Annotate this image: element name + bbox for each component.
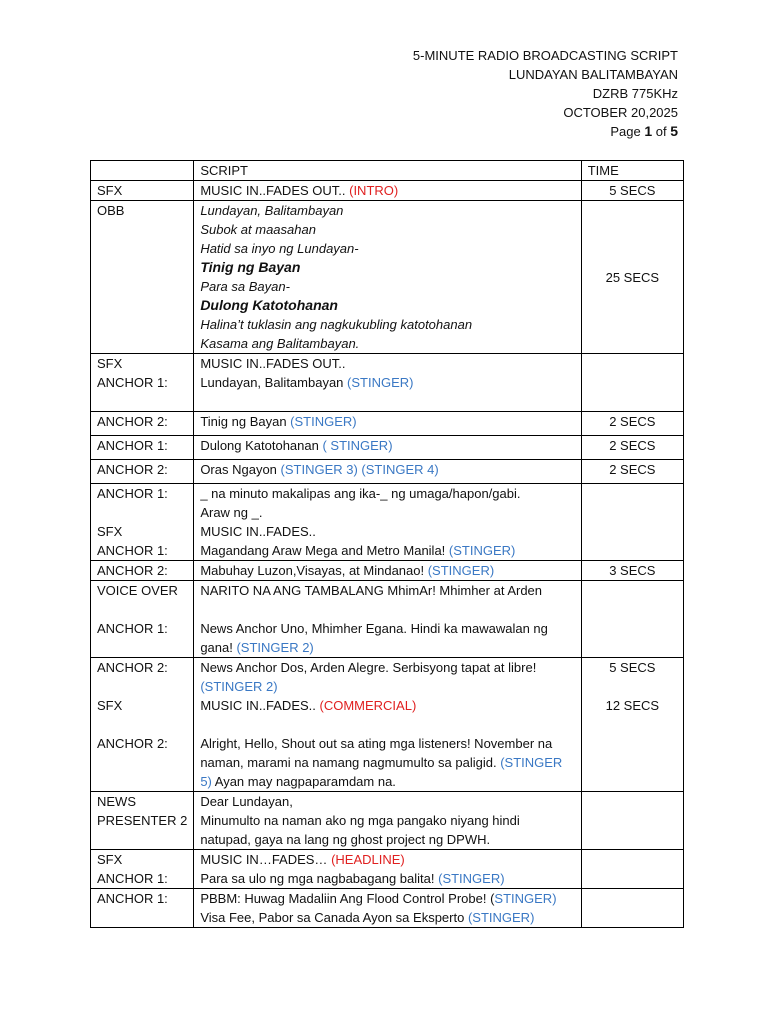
page-number: 1 — [644, 123, 653, 139]
script-line: Visa Fee, Pabor sa Canada Ayon sa Eksperto (STINGER) — [200, 910, 535, 925]
script-line: Araw ng _. — [200, 505, 263, 520]
script-line: Halina’t tuklasin ang nagkukubling katotohanan — [200, 317, 473, 332]
script-cell — [194, 658, 581, 792]
role-label: ANCHOR 1: — [97, 891, 168, 906]
role-label: ANCHOR 1: — [97, 375, 168, 390]
script-line: Para sa Bayan- — [200, 279, 290, 294]
script-cell — [194, 181, 581, 201]
script-line: Minumulto na naman ako ng mga pangako niyang hindi — [200, 813, 520, 828]
page-label: Page — [610, 124, 641, 139]
header-cell-time: TIME — [581, 161, 683, 181]
script-line: Magandang Araw Mega and Metro Manila! (STINGER) — [200, 543, 516, 558]
role-cell — [91, 460, 194, 484]
script-line: Hatid sa inyo ng Lundayan- — [200, 241, 359, 256]
time-cell — [581, 354, 683, 412]
time-cell — [581, 412, 683, 436]
table-row — [91, 181, 684, 201]
time-value: 12 SECS — [605, 698, 660, 713]
script-cell — [194, 460, 581, 484]
script-cell — [194, 412, 581, 436]
table-row — [91, 412, 684, 436]
script-line: NARITO NA ANG TAMBALANG MhimAr! Mhimher at Arden — [200, 583, 543, 598]
script-line: 5) Ayan may nagpaparamdam na. — [200, 774, 396, 789]
script-line — [200, 753, 574, 772]
time-value: 2 SECS — [609, 462, 656, 477]
role-cell — [91, 581, 194, 658]
role-cell — [91, 561, 194, 581]
stinger-tag: ( STINGER) — [322, 438, 393, 453]
time-cell — [581, 581, 683, 658]
stinger-tag: (STINGER) — [448, 543, 516, 558]
script-line: Para sa ulo ng mga nagbabagang balita! (STINGER) — [200, 871, 505, 886]
script-line: Lundayan, Balitambayan — [200, 203, 344, 218]
table-header-row — [91, 161, 684, 181]
script-cell — [194, 889, 581, 928]
time-cell — [581, 436, 683, 460]
script-cell — [194, 561, 581, 581]
stinger-tag: (STINGER 2) — [236, 640, 314, 655]
time-cell — [581, 201, 683, 354]
stinger-tag: (STINGER 3) (STINGER 4) — [280, 462, 439, 477]
script-line: Mabuhay Luzon,Visayas, at Mindanao! (STINGER) — [200, 563, 495, 578]
role-cell — [91, 436, 194, 460]
script-line: Tinig ng Bayan — [200, 259, 301, 275]
role-label: ANCHOR 1: — [97, 621, 168, 636]
station-frequency: DZRB 775KHz — [592, 86, 678, 101]
role-cell — [91, 201, 194, 354]
script-cell — [194, 201, 581, 354]
script-cell — [194, 850, 581, 889]
script-line: Lundayan, Balitambayan (STINGER) — [200, 375, 414, 390]
script-line: MUSIC IN…FADES… (HEADLINE) — [200, 852, 405, 867]
script-line: _ na minuto makalipas ang ika-_ ng umaga/hapon/gabi. — [200, 486, 521, 501]
script-line: PBBM: Huwag Madaliin Ang Flood Control Probe! (STINGER) — [200, 891, 557, 906]
script-line: Dulong Katotohanan ( STINGER) — [200, 438, 393, 453]
role-label: PRESENTER 2 — [97, 813, 188, 828]
role-label: ANCHOR 1: — [97, 871, 168, 886]
role-cell — [91, 412, 194, 436]
cue-tag: (HEADLINE) — [331, 852, 405, 867]
table-row — [91, 460, 684, 484]
role-label: SFX — [97, 698, 123, 713]
time-value: 2 SECS — [609, 438, 656, 453]
time-cell — [581, 181, 683, 201]
time-cell — [581, 561, 683, 581]
role-label: OBB — [97, 203, 125, 218]
role-cell — [91, 181, 194, 201]
role-label: SFX — [97, 183, 123, 198]
time-cell — [581, 658, 683, 792]
script-line: Tinig ng Bayan (STINGER) — [200, 414, 357, 429]
role-label: NEWS — [97, 794, 136, 809]
stinger-tag: (STINGER) — [290, 414, 357, 429]
time-value: 5 SECS — [609, 660, 656, 675]
time-cell — [581, 484, 683, 561]
script-line: gana! (STINGER 2) — [200, 640, 314, 655]
role-label: ANCHOR 1: — [97, 486, 168, 501]
role-cell — [91, 850, 194, 889]
broadcast-date: OCTOBER 20,2025 — [563, 105, 678, 120]
cue-tag: (INTRO) — [349, 183, 399, 198]
script-line: Subok at maasahan — [200, 222, 316, 237]
header-cell-script: SCRIPT — [194, 161, 581, 181]
table-row — [91, 658, 684, 792]
time-cell — [581, 889, 683, 928]
role-label: ANCHOR 2: — [97, 414, 168, 429]
table-row — [91, 201, 684, 354]
page-of: of — [655, 124, 667, 139]
document-header — [413, 46, 678, 141]
role-cell — [91, 658, 194, 792]
script-text: naman, marami na namang nagmumulto sa paligid. — [200, 755, 501, 770]
table-row — [91, 561, 684, 581]
role-label: ANCHOR 2: — [97, 660, 168, 675]
page-indicator — [413, 122, 678, 141]
role-label: SFX — [97, 852, 123, 867]
table-row — [91, 484, 684, 561]
script-cell — [194, 354, 581, 412]
stinger-tag: (STINGER — [500, 755, 563, 770]
table-row — [91, 354, 684, 412]
time-value: 5 SECS — [609, 183, 656, 198]
script-line — [200, 677, 574, 696]
role-cell — [91, 484, 194, 561]
stinger-tag: (STINGER) — [467, 910, 535, 925]
role-label: SFX — [97, 524, 123, 539]
time-value: 3 SECS — [609, 563, 656, 578]
role-label: ANCHOR 2: — [97, 462, 168, 477]
script-cell — [194, 436, 581, 460]
table-row — [91, 581, 684, 658]
script-table — [90, 160, 684, 928]
script-line: MUSIC IN..FADES OUT.. (INTRO) — [200, 183, 399, 198]
role-label: ANCHOR 1: — [97, 438, 168, 453]
script-cell — [194, 581, 581, 658]
role-label: ANCHOR 2: — [97, 563, 168, 578]
table-row — [91, 850, 684, 889]
script-line: Dear Lundayan, — [200, 794, 293, 809]
script-line: News Anchor Uno, Mhimher Egana. Hindi ka mawawalan ng — [200, 621, 548, 636]
stinger-tag: STINGER) — [494, 891, 557, 906]
time-cell — [581, 460, 683, 484]
stinger-tag: (STINGER 2) — [200, 679, 278, 694]
role-label: ANCHOR 2: — [97, 736, 168, 751]
time-cell — [581, 792, 683, 850]
table-row — [91, 792, 684, 850]
time-value: 25 SECS — [605, 269, 660, 285]
script-line: MUSIC IN..FADES OUT.. — [200, 356, 346, 371]
script-line: Oras Ngayon (STINGER 3) (STINGER 4) — [200, 462, 439, 477]
stinger-tag: (STINGER) — [427, 563, 495, 578]
program-name: LUNDAYAN BALITAMBAYAN — [508, 67, 678, 82]
script-line: MUSIC IN..FADES.. (COMMERCIAL) — [200, 698, 417, 713]
header-cell-role — [91, 161, 194, 181]
script-line: Kasama ang Balitambayan. — [200, 336, 360, 351]
cue-tag: (COMMERCIAL) — [319, 698, 417, 713]
table-row — [91, 889, 684, 928]
role-label: ANCHOR 1: — [97, 543, 168, 558]
script-line: MUSIC IN..FADES.. — [200, 524, 316, 539]
script-line: Alright, Hello, Shout out sa ating mga listeners! November na — [200, 736, 553, 751]
stinger-tag: (STINGER) — [438, 871, 505, 886]
page-total: 5 — [670, 123, 678, 139]
role-label: SFX — [97, 356, 123, 371]
role-cell — [91, 889, 194, 928]
script-line: Dulong Katotohanan — [200, 297, 338, 313]
script-cell — [194, 792, 581, 850]
stinger-tag: (STINGER) — [347, 375, 414, 390]
time-cell — [581, 850, 683, 889]
role-label: VOICE OVER — [97, 583, 178, 598]
stinger-tag: 5) — [200, 774, 212, 789]
script-line: News Anchor Dos, Arden Alegre. Serbisyong tapat at libre! — [200, 660, 537, 675]
script-cell — [194, 484, 581, 561]
script-title: 5-MINUTE RADIO BROADCASTING SCRIPT — [412, 48, 678, 63]
role-cell — [91, 792, 194, 850]
table-row — [91, 436, 684, 460]
time-value: 2 SECS — [609, 414, 656, 429]
role-cell — [91, 354, 194, 412]
script-line: natupad, gaya na lang ng ghost project ng DPWH. — [200, 832, 491, 847]
